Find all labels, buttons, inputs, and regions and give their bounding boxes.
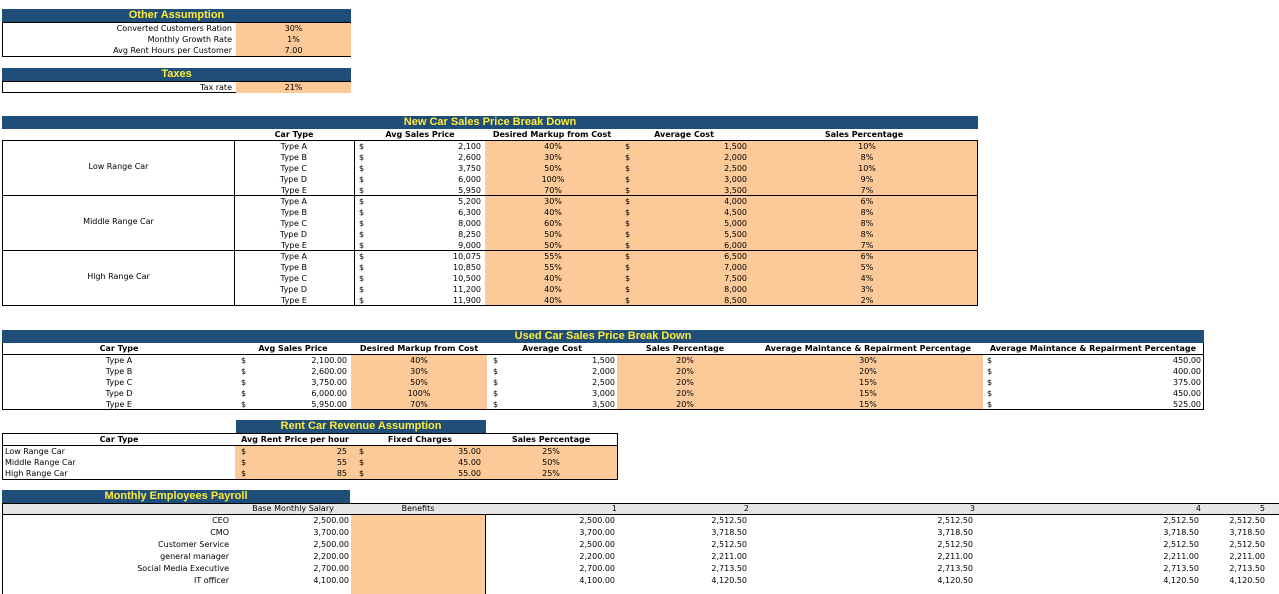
- month-4-salary: 2,713.50: [1163, 564, 1199, 573]
- rent-col-price: Avg Rent Price per hour: [241, 435, 349, 444]
- base-salary[interactable]: 3,700.00: [313, 528, 349, 537]
- new-car-row: [3, 240, 977, 251]
- currency-sign: $: [241, 389, 247, 398]
- used-car-section: [2, 330, 1204, 410]
- new-car-row: [3, 207, 977, 218]
- avg-sales-price: 2,100.00: [311, 356, 347, 365]
- currency-sign: $: [359, 164, 365, 173]
- markup-value[interactable]: 100%: [541, 175, 565, 184]
- rent-price[interactable]: 55: [336, 458, 347, 467]
- maintenance-value: 400.00: [1173, 367, 1201, 376]
- currency-sign: $: [987, 400, 993, 409]
- sales-percentage[interactable]: 7%: [860, 186, 874, 195]
- average-cost[interactable]: 6,500: [724, 252, 747, 261]
- month-1-salary: 2,700.00: [579, 564, 615, 573]
- payroll-col-m5: 5: [1259, 504, 1265, 513]
- new-car-row: [3, 185, 977, 196]
- other-assumption-row: [3, 23, 350, 34]
- sales-percentage[interactable]: 8%: [860, 153, 874, 162]
- avg-sales-price: 6,000: [458, 175, 481, 184]
- avg-sales-price: 9,000: [458, 241, 481, 250]
- payroll-section: [2, 490, 1279, 594]
- currency-sign: $: [625, 142, 631, 151]
- currency-sign: $: [359, 197, 365, 206]
- car-type: Type B: [280, 263, 307, 272]
- currency-sign: $: [625, 208, 631, 217]
- new-car-col-pct: Sales Percentage: [824, 130, 904, 139]
- average-cost[interactable]: 2,500: [724, 164, 747, 173]
- rent-col-pct: Sales Percentage: [511, 435, 591, 444]
- maintenance-percentage[interactable]: 15%: [859, 400, 877, 409]
- payroll-title: Monthly Employees Payroll: [2, 490, 350, 503]
- month-3-salary: 3,718.50: [937, 528, 973, 537]
- car-type: Type C: [280, 164, 307, 173]
- currency-sign: $: [359, 142, 365, 151]
- other-assumption-title: Other Assumption: [2, 9, 351, 22]
- markup-value[interactable]: 30%: [544, 197, 562, 206]
- sales-percentage[interactable]: 6%: [860, 197, 874, 206]
- new-car-row: [3, 196, 977, 207]
- avg-sales-price: 11,200: [453, 285, 481, 294]
- new-car-row: [3, 141, 977, 152]
- avg-sales-price: 2,100: [458, 142, 481, 151]
- currency-sign: $: [625, 241, 631, 250]
- markup-value[interactable]: 40%: [544, 274, 562, 283]
- employee-role: general manager: [160, 552, 229, 561]
- markup-value[interactable]: 40%: [544, 208, 562, 217]
- sales-percentage[interactable]: 9%: [860, 175, 874, 184]
- car-type: Type E: [281, 296, 307, 305]
- month-3-salary: 2,713.50: [937, 564, 973, 573]
- currency-sign: $: [493, 378, 499, 387]
- avg-sales-price: 3,750: [458, 164, 481, 173]
- car-type: Type E: [106, 400, 132, 409]
- currency-sign: $: [359, 175, 365, 184]
- maintenance-value: 525.00: [1173, 400, 1201, 409]
- sales-percentage[interactable]: 20%: [676, 400, 694, 409]
- currency-sign: $: [987, 356, 993, 365]
- currency-sign: $: [625, 285, 631, 294]
- payroll-row: [3, 551, 1279, 563]
- markup-value[interactable]: 50%: [544, 241, 562, 250]
- rent-price[interactable]: 85: [336, 469, 347, 478]
- currency-sign: $: [359, 186, 365, 195]
- sales-percentage[interactable]: 7%: [860, 241, 874, 250]
- average-cost[interactable]: 7,500: [724, 274, 747, 283]
- used-car-row: [3, 366, 1203, 377]
- average-cost: 3,500: [592, 400, 615, 409]
- base-salary[interactable]: 2,500.00: [313, 540, 349, 549]
- payroll-col-benefits: Benefits: [401, 504, 435, 513]
- markup-value[interactable]: 70%: [410, 400, 428, 409]
- currency-sign: $: [493, 389, 499, 398]
- maintenance-value: 375.00: [1173, 378, 1201, 387]
- currency-sign: $: [359, 285, 365, 294]
- used-car-title: Used Car Sales Price Break Down: [2, 330, 1204, 343]
- used-car-col-type: Car Type: [99, 344, 139, 353]
- markup-value[interactable]: 50%: [544, 230, 562, 239]
- car-type: Type D: [279, 285, 307, 294]
- markup-value[interactable]: 40%: [544, 142, 562, 151]
- avg-sales-price: 10,500: [453, 274, 481, 283]
- average-cost[interactable]: 8,000: [724, 285, 747, 294]
- car-type: Type B: [105, 367, 133, 376]
- markup-value[interactable]: 40%: [544, 285, 562, 294]
- group-middle-range: Middle Range Car: [83, 217, 154, 226]
- month-3-salary: 4,120.50: [937, 576, 973, 585]
- payroll-header-row: [3, 504, 1279, 515]
- sales-percentage[interactable]: 8%: [860, 208, 874, 217]
- assumption-value[interactable]: 7.00: [236, 45, 351, 56]
- avg-sales-price: 5,950.00: [311, 400, 347, 409]
- markup-value[interactable]: 30%: [544, 153, 562, 162]
- rent-row: [3, 446, 617, 457]
- currency-sign: $: [359, 296, 365, 305]
- month-1-salary: 4,100.00: [579, 576, 615, 585]
- currency-sign: $: [625, 252, 631, 261]
- used-car-col-markup: Desired Markup from Cost: [359, 344, 479, 353]
- assumption-label: Converted Customers Ration: [116, 24, 232, 33]
- month-2-salary: 2,512.50: [711, 516, 747, 525]
- markup-value[interactable]: 40%: [544, 296, 562, 305]
- month-2-salary: 4,120.50: [711, 576, 747, 585]
- currency-sign: $: [625, 197, 631, 206]
- average-cost[interactable]: 1,500: [724, 142, 747, 151]
- month-4-salary: 4,120.50: [1163, 576, 1199, 585]
- car-type: Type D: [105, 389, 133, 398]
- base-salary[interactable]: 2,700.00: [313, 564, 349, 573]
- tax-rate-value[interactable]: 21%: [236, 82, 351, 93]
- currency-sign: $: [625, 175, 631, 184]
- payroll-row: [3, 527, 1279, 539]
- currency-sign: $: [987, 367, 993, 376]
- new-car-col-price: Avg Sales Price: [385, 130, 455, 139]
- car-type: Type A: [280, 197, 307, 206]
- avg-sales-price: 5,200: [458, 197, 481, 206]
- sales-percentage[interactable]: 10%: [858, 142, 876, 151]
- car-type: Type C: [280, 274, 307, 283]
- rent-header-row: [3, 434, 617, 446]
- average-cost[interactable]: 6,000: [724, 241, 747, 250]
- currency-sign: $: [493, 356, 499, 365]
- avg-sales-price: 2,600.00: [311, 367, 347, 376]
- avg-sales-price: 11,900: [453, 296, 481, 305]
- car-type: Type A: [105, 356, 133, 365]
- tax-rate-label: Tax rate: [200, 83, 232, 92]
- avg-sales-price: 10,850: [453, 263, 481, 272]
- assumption-value[interactable]: 30%: [236, 23, 351, 34]
- avg-sales-price: 2,600: [458, 153, 481, 162]
- used-car-row: [3, 388, 1203, 399]
- sales-percentage[interactable]: 8%: [860, 219, 874, 228]
- new-car-row: [3, 229, 977, 240]
- average-cost[interactable]: 3,500: [724, 186, 747, 195]
- taxes-section: [2, 68, 351, 93]
- markup-value[interactable]: 50%: [410, 378, 428, 387]
- markup-value[interactable]: 50%: [544, 164, 562, 173]
- markup-value[interactable]: 30%: [410, 367, 428, 376]
- month-5-salary: 2,211.00: [1229, 552, 1265, 561]
- car-type: High Range Car: [5, 469, 68, 478]
- new-car-row: [3, 262, 977, 273]
- currency-sign: $: [241, 367, 247, 376]
- sales-percentage[interactable]: 20%: [676, 389, 694, 398]
- currency-sign: $: [359, 241, 365, 250]
- used-car-row: [3, 355, 1203, 366]
- currency-sign: $: [625, 296, 631, 305]
- currency-sign: $: [359, 274, 365, 283]
- currency-sign: $: [241, 356, 247, 365]
- used-car-row: [3, 377, 1203, 388]
- currency-sign: $: [359, 263, 365, 272]
- currency-sign: $: [359, 469, 365, 478]
- fixed-charges[interactable]: 45.00: [458, 458, 481, 467]
- sales-percentage[interactable]: 4%: [860, 274, 874, 283]
- sales-percentage[interactable]: 8%: [860, 230, 874, 239]
- sales-percentage[interactable]: 5%: [860, 263, 874, 272]
- currency-sign: $: [359, 219, 365, 228]
- currency-sign: $: [359, 230, 365, 239]
- new-car-row: [3, 251, 977, 262]
- sales-percentage[interactable]: 20%: [676, 378, 694, 387]
- currency-sign: $: [359, 252, 365, 261]
- avg-sales-price: 8,250: [458, 230, 481, 239]
- car-type: Type E: [281, 241, 307, 250]
- used-car-col-price: Avg Sales Price: [258, 344, 328, 353]
- rent-col-fixed: Fixed Charges: [387, 435, 453, 444]
- new-car-col-cost: Average Cost: [654, 130, 714, 139]
- month-1-salary: 2,500.00: [579, 540, 615, 549]
- car-type: Type D: [279, 175, 307, 184]
- currency-sign: $: [625, 274, 631, 283]
- sales-percentage[interactable]: 20%: [676, 356, 694, 365]
- rent-col-type: Car Type: [99, 435, 139, 444]
- payroll-col-base: Base Monthly Salary: [252, 504, 334, 513]
- month-5-salary: 2,713.50: [1229, 564, 1265, 573]
- car-type: Type B: [280, 153, 307, 162]
- month-1-salary: 3,700.00: [579, 528, 615, 537]
- avg-sales-price: 8,000: [458, 219, 481, 228]
- currency-sign: $: [359, 447, 365, 456]
- group-low-range: Low Range Car: [88, 162, 149, 171]
- payroll-row: [3, 539, 1279, 551]
- new-car-col-markup: Desired Markup from Cost: [492, 130, 612, 139]
- currency-sign: $: [493, 400, 499, 409]
- new-car-row: [3, 174, 977, 185]
- month-4-salary: 2,211.00: [1163, 552, 1199, 561]
- other-assumption-section: [2, 9, 351, 57]
- base-salary[interactable]: 2,200.00: [313, 552, 349, 561]
- currency-sign: $: [625, 153, 631, 162]
- payroll-row: [3, 563, 1279, 575]
- rent-section: [2, 420, 618, 480]
- base-salary[interactable]: 4,100.00: [313, 576, 349, 585]
- markup-value[interactable]: 100%: [407, 389, 431, 398]
- payroll-col-m1: 1: [611, 504, 617, 513]
- currency-sign: $: [987, 389, 993, 398]
- employee-role: Social Media Executive: [137, 564, 229, 573]
- sales-percentage[interactable]: 25%: [542, 469, 560, 478]
- month-3-salary: 2,512.50: [937, 540, 973, 549]
- currency-sign: $: [625, 263, 631, 272]
- new-car-row: [3, 152, 977, 163]
- month-4-salary: 2,512.50: [1163, 516, 1199, 525]
- used-car-row: [3, 399, 1203, 410]
- maintenance-percentage[interactable]: 20%: [859, 367, 877, 376]
- currency-sign: $: [241, 469, 247, 478]
- used-car-col-mpct: Average Maintance & Repairment Percentage: [764, 344, 972, 353]
- car-type: Middle Range Car: [5, 458, 76, 467]
- assumption-value[interactable]: 1%: [236, 34, 351, 45]
- currency-sign: $: [359, 208, 365, 217]
- month-5-salary: 4,120.50: [1229, 576, 1265, 585]
- car-type: Type C: [105, 378, 133, 387]
- sales-percentage[interactable]: 20%: [676, 367, 694, 376]
- employee-role: IT officer: [193, 576, 229, 585]
- month-2-salary: 2,713.50: [711, 564, 747, 573]
- month-5-salary: 2,512.50: [1229, 516, 1265, 525]
- maintenance-percentage[interactable]: 30%: [859, 356, 877, 365]
- currency-sign: $: [493, 367, 499, 376]
- average-cost[interactable]: 5,000: [724, 219, 747, 228]
- markup-value[interactable]: 40%: [410, 356, 428, 365]
- month-2-salary: 2,512.50: [711, 540, 747, 549]
- maintenance-value: 450.00: [1173, 356, 1201, 365]
- new-car-row: [3, 218, 977, 229]
- employee-role: Customer Service: [158, 540, 229, 549]
- rent-row: [3, 468, 617, 479]
- rent-row: [3, 457, 617, 468]
- sales-percentage[interactable]: 25%: [542, 447, 560, 456]
- other-assumption-row: [3, 45, 350, 56]
- average-cost: 1,500: [592, 356, 615, 365]
- currency-sign: $: [359, 458, 365, 467]
- group-high-range: High Range Car: [87, 272, 150, 281]
- payroll-col-m2: 2: [743, 504, 749, 513]
- new-car-row: [3, 284, 977, 295]
- car-type: Low Range Car: [5, 447, 65, 456]
- sales-percentage[interactable]: 2%: [860, 296, 874, 305]
- car-type: Type D: [279, 230, 307, 239]
- sales-percentage[interactable]: 3%: [860, 285, 874, 294]
- tax-rate-row: [3, 82, 350, 93]
- month-5-salary: 2,512.50: [1229, 540, 1265, 549]
- maintenance-value: 450.00: [1173, 389, 1201, 398]
- currency-sign: $: [241, 447, 247, 456]
- sales-percentage[interactable]: 50%: [542, 458, 560, 467]
- average-cost[interactable]: 4,000: [724, 197, 747, 206]
- average-cost: 3,000: [592, 389, 615, 398]
- currency-sign: $: [241, 400, 247, 409]
- month-4-salary: 2,512.50: [1163, 540, 1199, 549]
- average-cost[interactable]: 7,000: [724, 263, 747, 272]
- markup-value[interactable]: 60%: [544, 219, 562, 228]
- new-car-col-type: Car Type: [274, 130, 314, 139]
- rent-price[interactable]: 25: [336, 447, 347, 456]
- average-cost[interactable]: 3,000: [724, 175, 747, 184]
- avg-sales-price: 5,950: [458, 186, 481, 195]
- month-2-salary: 3,718.50: [711, 528, 747, 537]
- maintenance-percentage[interactable]: 15%: [859, 378, 877, 387]
- payroll-row: [3, 575, 1279, 587]
- month-4-salary: 3,718.50: [1163, 528, 1199, 537]
- car-type: Type A: [280, 142, 307, 151]
- payroll-col-m3: 3: [969, 504, 975, 513]
- other-assumption-row: [3, 34, 350, 45]
- average-cost: 2,500: [592, 378, 615, 387]
- markup-value[interactable]: 55%: [544, 252, 562, 261]
- average-cost[interactable]: 8,500: [724, 296, 747, 305]
- new-car-title: New Car Sales Price Break Down: [2, 116, 978, 129]
- sales-percentage[interactable]: 6%: [860, 252, 874, 261]
- markup-value[interactable]: 55%: [544, 263, 562, 272]
- new-car-header-row: [2, 129, 978, 140]
- avg-sales-price: 6,000.00: [311, 389, 347, 398]
- assumption-label: Monthly Growth Rate: [147, 35, 232, 44]
- used-car-col-mval: Average Maintance & Repairment Percentage: [989, 344, 1197, 353]
- taxes-title: Taxes: [2, 68, 351, 81]
- currency-sign: $: [625, 186, 631, 195]
- base-salary[interactable]: 2,500.00: [313, 516, 349, 525]
- avg-sales-price: 6,300: [458, 208, 481, 217]
- car-type: Type E: [281, 186, 307, 195]
- currency-sign: $: [625, 219, 631, 228]
- month-3-salary: 2,211.00: [937, 552, 973, 561]
- currency-sign: $: [359, 153, 365, 162]
- currency-sign: $: [625, 230, 631, 239]
- used-car-header-row: [3, 343, 1203, 355]
- assumption-label: Avg Rent Hours per Customer: [113, 46, 232, 55]
- new-car-row: [3, 163, 977, 174]
- new-car-row: [3, 295, 977, 306]
- fixed-charges[interactable]: 55.00: [458, 469, 481, 478]
- car-type: Type A: [280, 252, 307, 261]
- average-cost[interactable]: 4,500: [724, 208, 747, 217]
- month-2-salary: 2,211.00: [711, 552, 747, 561]
- new-car-row: [3, 273, 977, 284]
- payroll-col-m4: 4: [1195, 504, 1201, 513]
- markup-value[interactable]: 70%: [544, 186, 562, 195]
- fixed-charges[interactable]: 35.00: [458, 447, 481, 456]
- car-type: Type C: [280, 219, 307, 228]
- month-3-salary: 2,512.50: [937, 516, 973, 525]
- avg-sales-price: 3,750.00: [311, 378, 347, 387]
- currency-sign: $: [241, 458, 247, 467]
- avg-sales-price: 10,075: [453, 252, 481, 261]
- maintenance-percentage[interactable]: 15%: [859, 389, 877, 398]
- average-cost[interactable]: 2,000: [724, 153, 747, 162]
- payroll-row: [3, 515, 1279, 527]
- currency-sign: $: [241, 378, 247, 387]
- new-car-section: [2, 116, 978, 306]
- currency-sign: $: [987, 378, 993, 387]
- average-cost: 2,000: [592, 367, 615, 376]
- used-car-col-pct: Sales Percentage: [645, 344, 725, 353]
- sales-percentage[interactable]: 10%: [858, 164, 876, 173]
- car-type: Type B: [280, 208, 307, 217]
- month-5-salary: 3,718.50: [1229, 528, 1265, 537]
- employee-role: CMO: [210, 528, 229, 537]
- currency-sign: $: [625, 164, 631, 173]
- used-car-col-cost: Average Cost: [522, 344, 582, 353]
- rent-title: Rent Car Revenue Assumption: [236, 420, 486, 433]
- month-1-salary: 2,200.00: [579, 552, 615, 561]
- average-cost[interactable]: 5,500: [724, 230, 747, 239]
- month-1-salary: 2,500.00: [579, 516, 615, 525]
- employee-role: CEO: [212, 516, 229, 525]
